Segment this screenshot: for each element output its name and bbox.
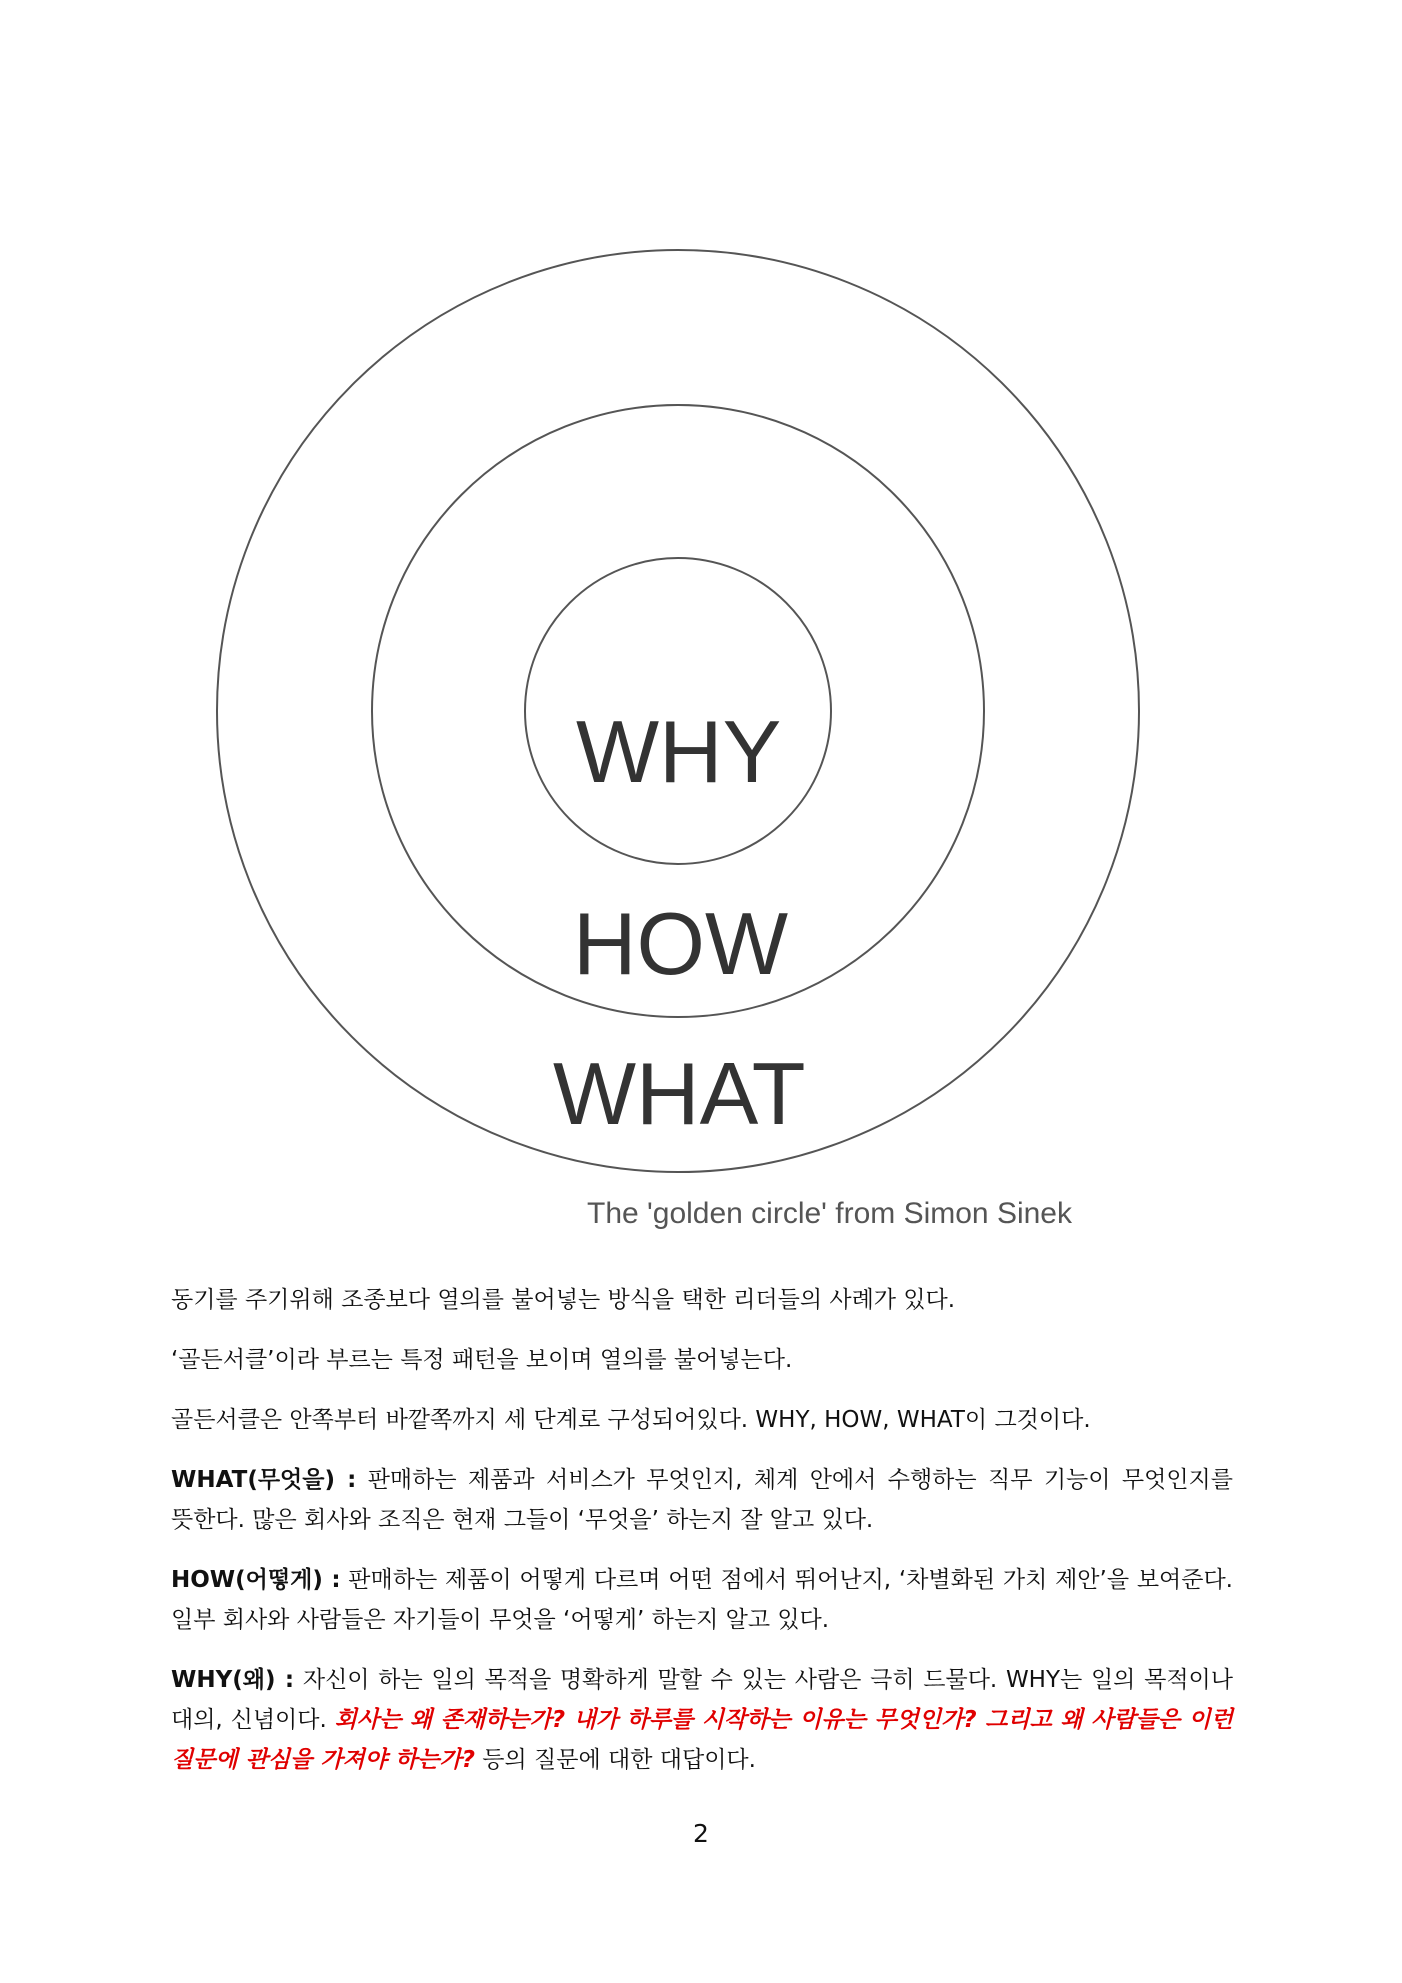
why-description-end: 등의 질문에 대한 대답이다. [474, 1747, 756, 1773]
paragraph-intro: 동기를 주기위해 조종보다 열의를 불어넣는 방식을 택한 리더들의 사례가 있다. [171, 1287, 956, 1313]
body-text [171, 1280, 1233, 1800]
how-term: HOW(어떻게) : [171, 1567, 341, 1593]
paragraph-golden-circle-pattern: ‘골든서클’이라 부르는 특정 패턴을 보이며 열의를 불어넣는다. [171, 1347, 793, 1373]
how-label: HOW [573, 894, 789, 993]
why-label: WHY [576, 702, 782, 801]
paragraph-what [171, 1460, 1233, 1540]
what-term: WHAT(무엇을) : [171, 1467, 357, 1493]
how-description: 판매하는 제품이 어떻게 다르며 어떤 점에서 뛰어난지, ‘차별화된 가치 제안’을 보여준다. 일부 회사와 사람들은 자기들이 무엇을 ‘어떻게’ 하는지 알고 있다. [171, 1567, 1233, 1633]
why-term: WHY(왜) : [171, 1667, 295, 1693]
paragraph-why [171, 1660, 1233, 1780]
page-number: 2 [693, 1819, 709, 1848]
paragraph-how [171, 1560, 1233, 1640]
why-description: 자신이 하는 일의 목적을 명확하게 말할 수 있는 사람은 극히 드물다. WHY는 일의 목적이나 대의, 신념이다. [171, 1667, 1233, 1733]
diagram-caption: The 'golden circle' from Simon Sinek [587, 1197, 1072, 1230]
paragraph-three-levels: 골든서클은 안쪽부터 바깥쪽까지 세 단계로 구성되어있다. WHY, HOW, WHAT이 그것이다. [171, 1407, 1091, 1433]
what-description: 판매하는 제품과 서비스가 무엇인지, 체계 안에서 수행하는 직무 기능이 무엇인지를 뜻한다. 많은 회사와 조직은 현재 그들이 ‘무엇을’ 하는지 잘 알고 있다. [171, 1467, 1233, 1533]
why-emphasis-questions: 회사는 왜 존재하는가? 내가 하루를 시작하는 이유는 무엇인가? 그리고 왜 사람들은 이런 질문에 관심을 가져야 하는가? [171, 1707, 1233, 1773]
what-label: WHAT [553, 1044, 806, 1143]
